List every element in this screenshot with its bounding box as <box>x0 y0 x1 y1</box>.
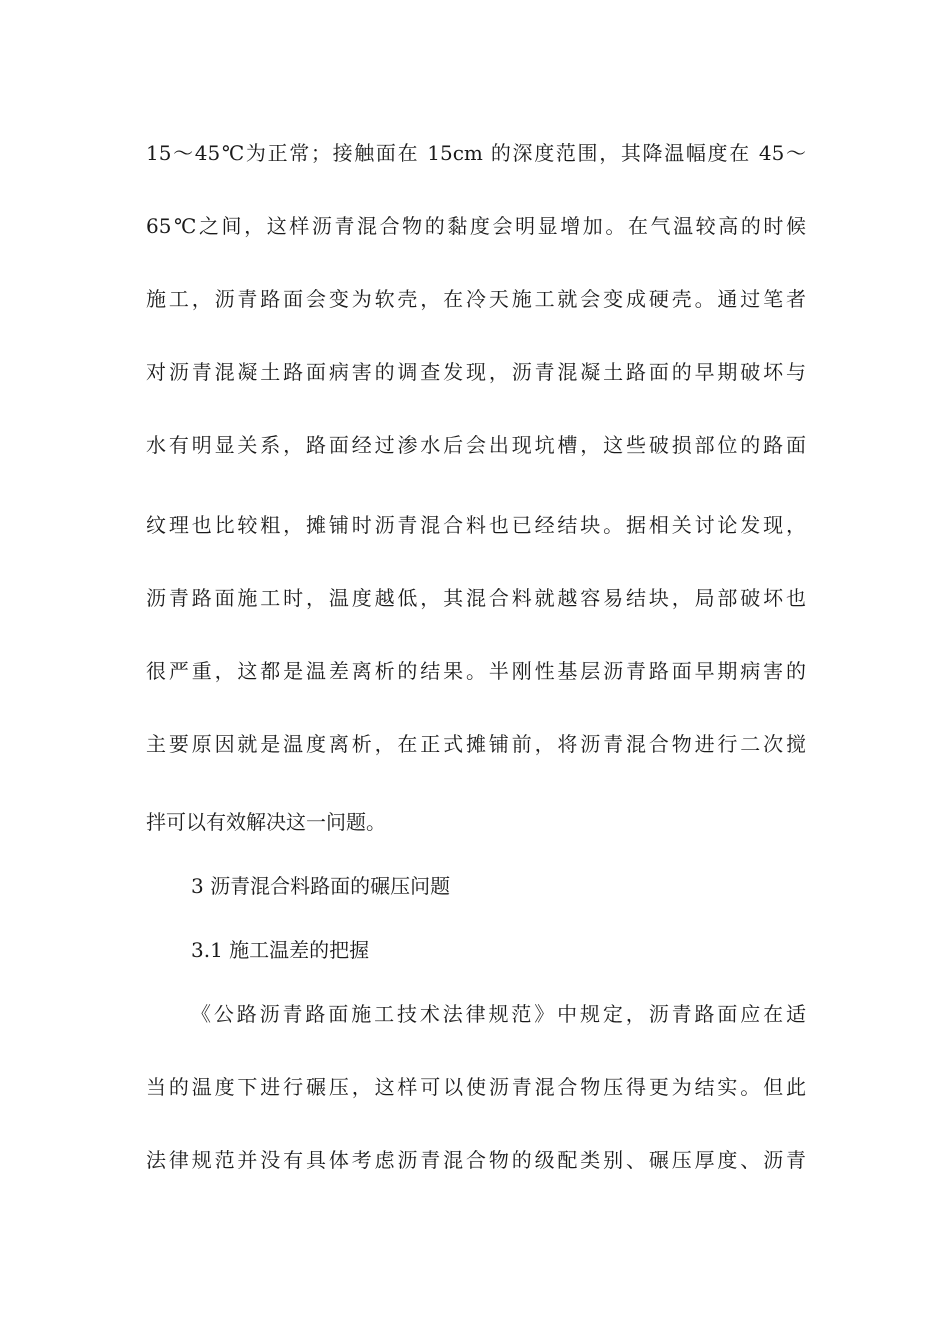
paragraph-line: 拌可以有效解决这一问题。 <box>146 810 386 834</box>
section-heading: 3 沥青混合料路面的碾压问题 <box>191 874 451 898</box>
paragraph-line: 主要原因就是温度离析，在正式摊铺前，将沥青混合物进行二次搅 <box>146 732 806 756</box>
paragraph-line: 很严重，这都是温差离析的结果。半刚性基层沥青路面早期病害的 <box>146 659 806 683</box>
paragraph-line: 65℃之间，这样沥青混合物的黏度会明显增加。在气温较高的时候 <box>146 214 806 238</box>
paragraph-line: 法律规范并没有具体考虑沥青混合物的级配类别、碾压厚度、沥青 <box>146 1148 806 1172</box>
paragraph-line: 《公路沥青路面施工技术法律规范》中规定，沥青路面应在适 <box>191 1002 806 1026</box>
paragraph-line: 对沥青混凝土路面病害的调查发现，沥青混凝土路面的早期破坏与 <box>146 360 806 384</box>
paragraph-line: 施工，沥青路面会变为软壳，在冷天施工就会变成硬壳。通过笔者 <box>146 287 806 311</box>
paragraph-line: 沥青路面施工时，温度越低，其混合料就越容易结块，局部破坏也 <box>146 586 806 610</box>
subsection-heading: 3.1 施工温差的把握 <box>191 938 370 962</box>
paragraph-line: 当的温度下进行碾压，这样可以使沥青混合物压得更为结实。但此 <box>146 1075 806 1099</box>
paragraph-line: 15～45℃为正常；接触面在 15cm 的深度范围，其降温幅度在 45～ <box>146 141 806 165</box>
paragraph-line: 水有明显关系，路面经过渗水后会出现坑槽，这些破损部位的路面 <box>146 433 806 457</box>
paragraph-line: 纹理也比较粗，摊铺时沥青混合料也已经结块。据相关讨论发现， <box>146 513 806 537</box>
